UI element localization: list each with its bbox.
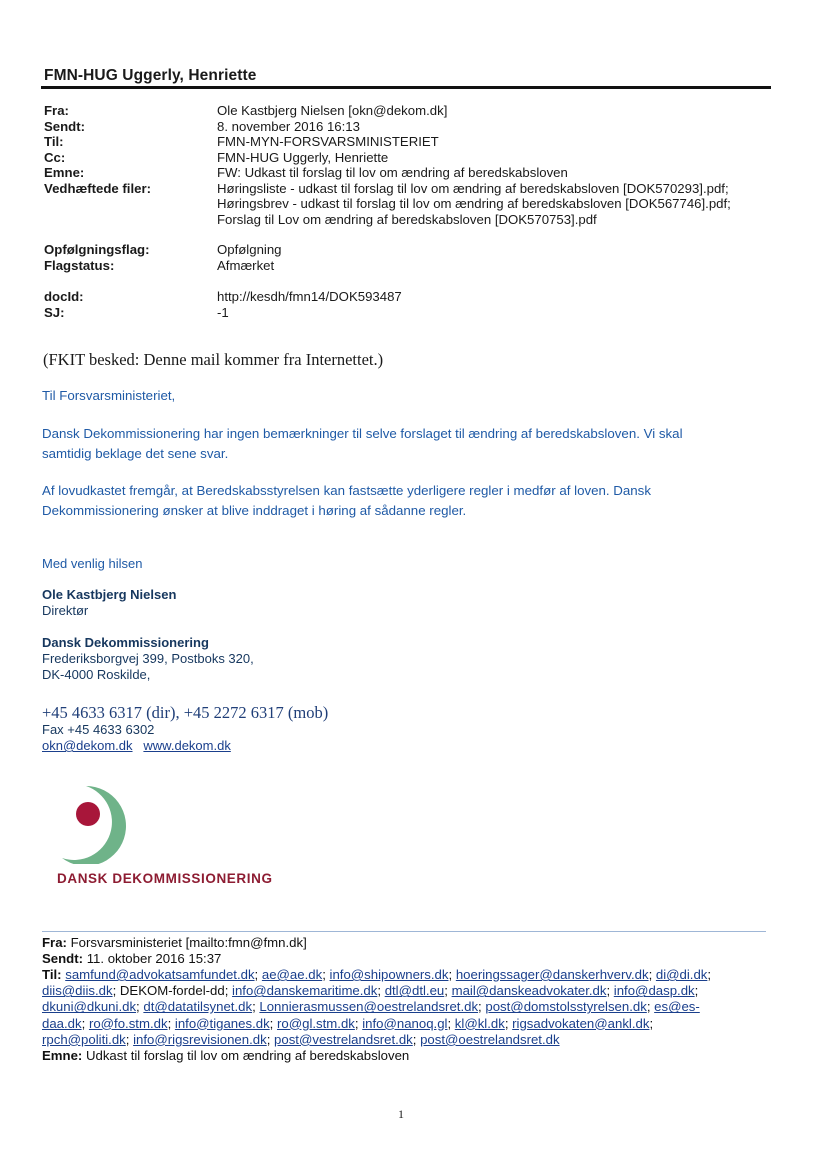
fkit-notice: (FKIT besked: Denne mail kommer fra Internettet.): [43, 350, 384, 369]
forward-sendt: [42, 951, 221, 967]
recipient-email-link[interactable]: info@tiganes.dk: [174, 1015, 270, 1031]
recipient-email-link[interactable]: hoeringssager@danskerhverv.dk: [455, 967, 649, 982]
website-link[interactable]: www.dekom.dk: [143, 738, 231, 753]
logo-red-dot: [76, 802, 100, 826]
dekom-logo-icon: [40, 780, 132, 864]
recipient-separator: ;: [707, 967, 712, 982]
body-paragraph-2-line-2: Dekommissionering ønsker at blive inddraget i høring af sådanne regler.: [42, 502, 467, 518]
recipient-separator: ;: [504, 1015, 513, 1031]
signature-role: Direktør: [42, 602, 89, 618]
recipient-list: [42, 1032, 560, 1047]
recipient-separator: ;: [444, 983, 452, 999]
recipient-separator: ;: [136, 999, 144, 1015]
recipient-email-link[interactable]: dkuni@dkuni.dk: [42, 999, 137, 1015]
recipient-list: [65, 967, 711, 982]
forward-label: Sendt:: [42, 951, 84, 966]
recipient-separator: ;: [648, 967, 656, 982]
signature-address-2: DK-4000 Roskilde,: [42, 666, 151, 682]
header-value: Ole Kastbjerg Nielsen [okn@dekom.dk]: [217, 103, 448, 118]
recipient-separator: ;: [448, 967, 456, 982]
logo-text: DANSK DEKOMMISSIONERING: [57, 871, 273, 886]
recipient-email-link[interactable]: samfund@advokatsamfundet.dk: [65, 967, 255, 982]
forward-fra: [42, 935, 307, 951]
recipient-email-link[interactable]: dtl@dtl.eu: [384, 983, 445, 999]
header-value: -1: [217, 304, 229, 320]
forward-emne: [42, 1048, 409, 1064]
header-value: FMN-MYN-FORSVARSMINISTERIET: [217, 134, 439, 149]
forward-fra-value: Forsvarsministeriet [mailto:fmn@fmn.dk]: [70, 935, 307, 950]
forward-label: Fra:: [42, 935, 67, 950]
recipient-separator: ;: [125, 1031, 134, 1047]
header-label: Vedhæftede filer:: [44, 180, 151, 196]
header-label: docId:: [44, 289, 84, 304]
recipient-separator: ;: [269, 1015, 277, 1031]
signature-name: Ole Kastbjerg Nielsen: [42, 587, 177, 602]
forward-til-line: [42, 967, 711, 983]
recipient-separator: ;: [167, 1015, 175, 1031]
page-title: FMN-HUG Uggerly, Henriette: [44, 67, 257, 84]
body-paragraph-1-line-1: Dansk Dekommissionering har ingen bemærkninger til selve forslaget til ændring af beredskabsloven. Vi skal: [42, 426, 683, 441]
greeting: Til Forsvarsministeriet,: [42, 388, 176, 403]
header-value: http://kesdh/fmn14/DOK593487: [217, 289, 402, 304]
recipient-email-link[interactable]: dt@datatilsynet.dk: [143, 999, 253, 1015]
email-link[interactable]: okn@dekom.dk: [42, 738, 133, 753]
recipient-email-link[interactable]: Lonnierasmussen@oestrelandsret.dk: [259, 999, 479, 1015]
forward-sendt-value: 11. oktober 2016 15:37: [86, 951, 222, 966]
recipient-email-link[interactable]: info@dasp.dk: [613, 983, 695, 999]
header-label: Opfølgningsflag:: [44, 242, 150, 257]
recipient-email-link[interactable]: rpch@politi.dk: [42, 1031, 126, 1047]
recipient-separator: ;: [606, 983, 614, 999]
body-paragraph-1-line-2: samtidig beklage det sene svar.: [42, 445, 229, 461]
attachment-item[interactable]: Forslag til Lov om ændring af beredskabsloven [DOK570753].pdf: [217, 211, 597, 227]
forward-separator: [42, 931, 766, 932]
recipient-email-link[interactable]: post@oestrelandsret.dk: [420, 1031, 560, 1047]
forward-til-line: [42, 999, 700, 1015]
recipient-separator: ;: [354, 1015, 363, 1031]
forward-emne-value: Udkast til forslag til lov om ændring af beredskabsloven: [85, 1048, 410, 1063]
signature-org: Dansk Dekommissionering: [42, 634, 209, 650]
recipient-separator: ; DEKOM-fordel-dd;: [112, 983, 233, 999]
forward-label: Emne:: [42, 1048, 83, 1063]
recipient-separator: ;: [377, 983, 385, 999]
recipient-email-link[interactable]: di@di.dk: [655, 967, 708, 982]
signature-address-1: Frederiksborgvej 399, Postboks 320,: [42, 651, 254, 666]
recipient-email-link[interactable]: info@nanoq.gl: [362, 1015, 448, 1031]
logo-green-crescent: [62, 786, 126, 864]
header-label: Cc:: [44, 149, 66, 165]
closing: Med venlig hilsen: [42, 556, 143, 571]
recipient-email-link[interactable]: info@danskemaritime.dk: [232, 983, 378, 999]
header-value: FMN-HUG Uggerly, Henriette: [217, 149, 389, 165]
header-label: Fra:: [44, 103, 69, 118]
recipient-separator: ;: [254, 967, 262, 982]
recipient-email-link[interactable]: ro@fo.stm.dk: [88, 1015, 168, 1031]
recipient-separator: ;: [646, 999, 655, 1015]
forward-label: Til:: [42, 967, 62, 982]
recipient-email-link[interactable]: rigsadvokaten@ankl.dk: [512, 1015, 650, 1031]
recipient-separator: ;: [447, 1015, 455, 1031]
recipient-email-link[interactable]: daa.dk: [42, 1015, 82, 1031]
recipient-list: [42, 999, 700, 1014]
recipient-email-link[interactable]: mail@danskeadvokater.dk: [451, 983, 607, 999]
header-label: Sendt:: [44, 118, 86, 134]
title-rule: [41, 86, 771, 89]
header-label: SJ:: [44, 304, 65, 320]
recipient-email-link[interactable]: ro@gl.stm.dk: [277, 1015, 355, 1031]
header-value: 8. november 2016 16:13: [217, 118, 360, 134]
attachment-item[interactable]: Høringsbrev - udkast til forslag til lov om ændring af beredskabsloven [DOK567746].pdf;: [217, 196, 731, 211]
header-label: Flagstatus:: [44, 257, 115, 273]
recipient-separator: ;: [649, 1015, 654, 1031]
recipient-separator: ;: [252, 999, 260, 1015]
recipient-email-link[interactable]: kl@kl.dk: [454, 1015, 505, 1031]
recipient-email-link[interactable]: info@rigsrevisionen.dk: [133, 1031, 267, 1047]
forward-til-line: [42, 1016, 653, 1032]
signature-phone: +45 4633 6317 (dir), +45 2272 6317 (mob): [42, 703, 329, 722]
body-paragraph-2-line-1: Af lovudkastet fremgår, at Beredskabsstyrelsen kan fastsætte yderligere regler i medfør af loven. Dansk: [42, 483, 651, 498]
recipient-email-link[interactable]: ae@ae.dk: [261, 967, 323, 982]
recipient-separator: ;: [694, 983, 699, 999]
header-value: Opfølgning: [217, 242, 282, 257]
page-number: 1: [398, 1107, 404, 1121]
recipient-separator: ;: [322, 967, 330, 982]
recipient-email-link[interactable]: es@es-: [654, 999, 700, 1015]
forward-til-line: [42, 1032, 560, 1048]
recipient-email-link[interactable]: info@shipowners.dk: [329, 967, 449, 982]
attachment-item[interactable]: Høringsliste - udkast til forslag til lov om ændring af beredskabsloven [DOK570293].pdf;: [217, 180, 729, 196]
recipient-email-link[interactable]: post@domstolsstyrelsen.dk: [485, 999, 647, 1015]
header-label: Emne:: [44, 165, 85, 180]
recipient-separator: ;: [81, 1015, 89, 1031]
recipient-email-link[interactable]: diis@diis.dk: [42, 983, 113, 999]
header-label: Til:: [44, 134, 64, 149]
signature-links: [42, 738, 231, 754]
header-value: FW: Udkast til forslag til lov om ændring af beredskabsloven: [217, 165, 568, 180]
header-value: Afmærket: [217, 257, 275, 273]
recipient-list: [42, 1016, 653, 1031]
forward-til-line: [42, 983, 698, 999]
recipient-separator: ;: [478, 999, 486, 1015]
signature-fax: Fax +45 4633 6302: [42, 722, 155, 737]
recipient-separator: ;: [412, 1031, 421, 1047]
recipient-email-link[interactable]: post@vestrelandsret.dk: [274, 1031, 413, 1047]
recipient-separator: ;: [266, 1031, 275, 1047]
recipient-list: [42, 983, 698, 998]
